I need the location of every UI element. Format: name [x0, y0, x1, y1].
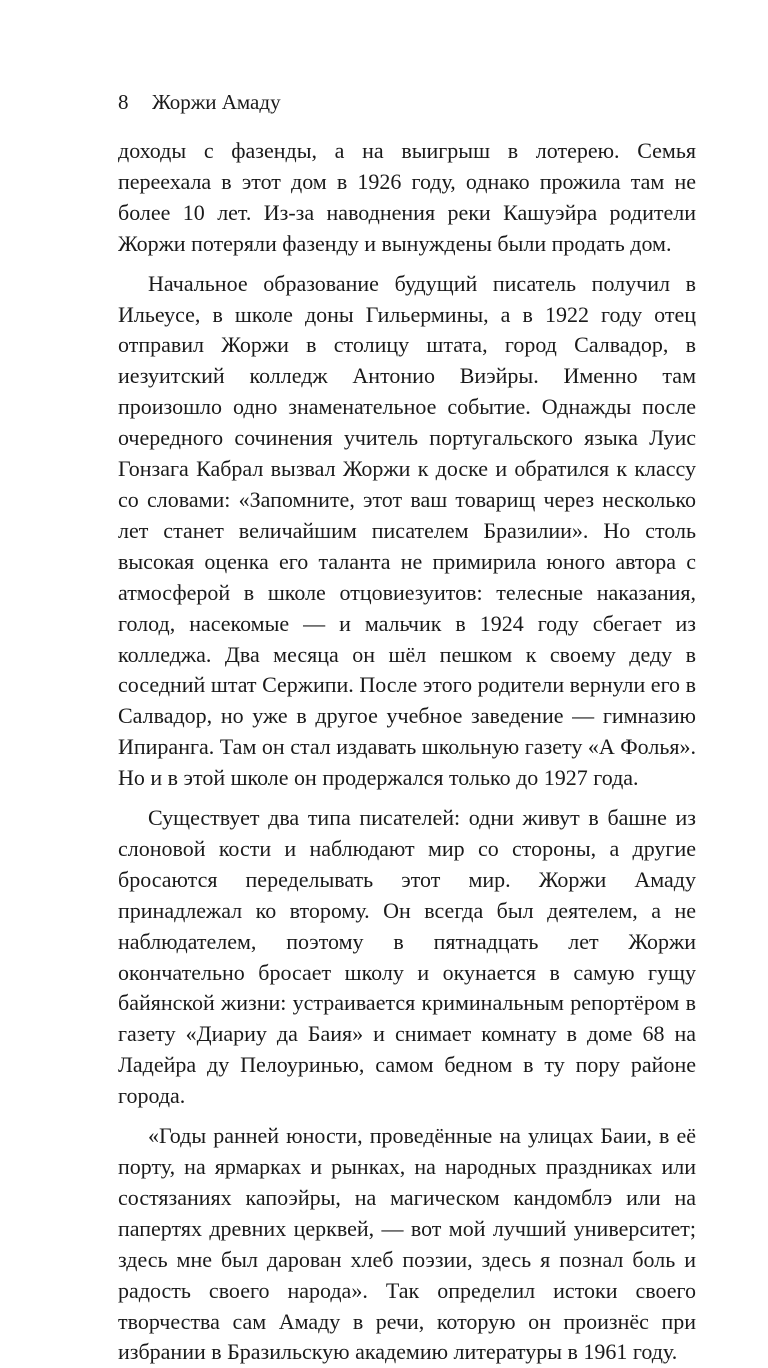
paragraph-quote: «Годы ранней юности, проведённые на улицах Баии, в её порту, на ярмарках и рынках, на народных праздниках или состязаниях капоэйры, на магическом кандомблэ или на папертях древних церквей, — вот мой лучший университет; здесь мне был дарован хлеб поэзии, здесь я познал боль и радость своего народа». Так определил истоки своего творчества сам Амаду в речи, которую он произнёс при избрании в Бразильскую академию литературы в 1961 году. — [118, 1123, 696, 1365]
page-number: 8 — [118, 90, 129, 114]
book-page — [118, 88, 696, 1368]
page-header — [118, 88, 696, 116]
running-title: Жоржи Амаду — [152, 90, 281, 114]
paragraph: Существует два типа писателей: одни живут в башне из слоновой кости и наблюдают мир со стороны, а другие бросаются переделывать этот мир. Жоржи Амаду принадлежал ко второму. Он всегда был деятелем, а не наблюдателем, поэтому в пятнадцать лет Жоржи окончательно бросает школу и окунается в самую гущу байянской жизни: устраивается криминальным репортёром в газету «Диариу да Баия» и снимает комнату в доме 68 на Ладейра ду Пелоуринью, самом бедном в ту пору районе города. — [118, 805, 696, 1109]
page-body — [118, 136, 696, 1368]
paragraph: Начальное образование будущий писатель получил в Ильеусе, в школе доны Гильермины, а в 1922 году отец отправил Жоржи в столицу штата, город Салвадор, в иезуитский колледж Антонио Виэйры. Именно там произошло одно знаменательное событие. Однажды после очередного сочинения учитель португальского языка Луис Гонзага Кабрал вызвал Жоржи к доске и обратился к классу со словами: «Запомните, этот ваш товарищ через несколько лет станет величайшим писателем Бразилии». Но столь высокая оценка его таланта не примирила юного автора с атмосферой в школе отцовиезуитов: телесные наказания, голод, насекомые — и мальчик в 1924 году сбегает из колледжа. Два месяца он шёл пешком к своему деду в соседний штат Сержипи. После этого родители вернули его в Салвадор, но уже в другое учебное заведение — гимназию Ипиранга. Там он стал издавать школьную газету «А Фолья». Но и в этой школе он продержался только до 1927 года. — [118, 270, 696, 791]
paragraph-continued: доходы с фазенды, а на выигрыш в лотерею. Семья переехала в этот дом в 1926 году, однако прожила там не более 10 лет. Из-за наводнения реки Кашуэйра родители Жоржи потеряли фазенду и вынуждены были продать дом. — [118, 138, 696, 256]
